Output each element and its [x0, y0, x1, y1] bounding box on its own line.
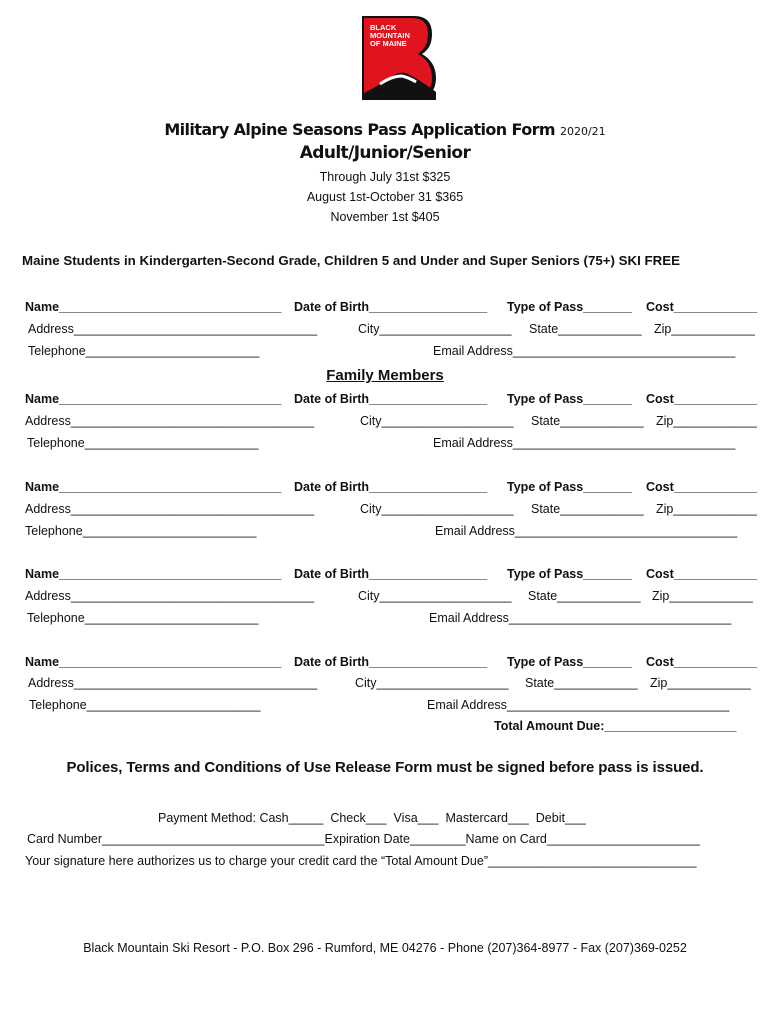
- family-members-heading: Family Members: [326, 367, 444, 384]
- price-tier-2: August 1st-October 31 $365: [306, 190, 464, 204]
- zip-field[interactable]: Zip____________: [656, 414, 757, 428]
- city-field[interactable]: City___________________: [360, 414, 514, 428]
- season-label: 2020/21: [559, 125, 606, 138]
- total-amount-due-field[interactable]: Total Amount Due:___________________: [494, 719, 737, 733]
- pass-type-field[interactable]: Type of Pass_______: [507, 392, 632, 406]
- name-field[interactable]: Name________________________________: [25, 480, 282, 494]
- city-field[interactable]: City___________________: [358, 322, 512, 336]
- zip-field[interactable]: Zip____________: [654, 322, 755, 336]
- footer-contact: Black Mountain Ski Resort - P.O. Box 296 - Rumford, ME 04276 - Phone (207)364-8977 - Fax (207)369-0252: [83, 941, 687, 955]
- free-ski-notice: Maine Students in Kindergarten-Second Grade, Children 5 and Under and Super Seniors (75+) SKI FREE: [22, 253, 680, 268]
- pass-type-field[interactable]: Type of Pass_______: [507, 480, 632, 494]
- logo-line1: BLACK: [370, 23, 397, 32]
- telephone-field[interactable]: Telephone_________________________: [29, 698, 261, 712]
- email-field[interactable]: Email Address________________________________: [427, 698, 730, 712]
- email-field[interactable]: Email Address________________________________: [433, 344, 736, 358]
- cost-field[interactable]: Cost____________: [646, 567, 758, 581]
- state-field[interactable]: State____________: [525, 676, 638, 690]
- state-field[interactable]: State____________: [531, 414, 644, 428]
- city-field[interactable]: City___________________: [360, 502, 514, 516]
- name-field[interactable]: Name________________________________: [25, 567, 282, 581]
- address-field[interactable]: Address___________________________________: [25, 502, 315, 516]
- pass-type-field[interactable]: Type of Pass_______: [507, 567, 632, 581]
- dob-field[interactable]: Date of Birth_________________: [294, 392, 488, 406]
- state-field[interactable]: State____________: [529, 322, 642, 336]
- pass-type-field[interactable]: Type of Pass_______: [507, 655, 632, 669]
- cost-field[interactable]: Cost____________: [646, 655, 758, 669]
- state-field[interactable]: State____________: [531, 502, 644, 516]
- city-field[interactable]: City___________________: [358, 589, 512, 603]
- price-tier-3: November 1st $405: [330, 210, 440, 224]
- policy-notice: Polices, Terms and Conditions of Use Release Form must be signed before pass is issued.: [66, 759, 704, 776]
- cost-field[interactable]: Cost____________: [646, 392, 758, 406]
- signature-field[interactable]: Your signature here authorizes us to charge your credit card the “Total Amount Due”______________________________: [25, 854, 697, 868]
- zip-field[interactable]: Zip____________: [652, 589, 753, 603]
- form-subtitle: Adult/Junior/Senior: [299, 143, 471, 163]
- address-field[interactable]: Address___________________________________: [25, 589, 315, 603]
- address-field[interactable]: Address___________________________________: [28, 322, 318, 336]
- form-title-text: Military Alpine Seasons Pass Application Form: [164, 120, 555, 139]
- logo-line3: OF MAINE: [370, 39, 407, 48]
- dob-field[interactable]: Date of Birth_________________: [294, 480, 488, 494]
- cost-field[interactable]: Cost____________: [646, 300, 758, 314]
- dob-field[interactable]: Date of Birth_________________: [294, 567, 488, 581]
- city-field[interactable]: City___________________: [355, 676, 509, 690]
- price-tier-1: Through July 31st $325: [319, 170, 451, 184]
- telephone-field[interactable]: Telephone_________________________: [28, 344, 260, 358]
- dob-field[interactable]: Date of Birth_________________: [294, 655, 488, 669]
- name-field[interactable]: Name________________________________: [25, 300, 282, 314]
- cost-field[interactable]: Cost____________: [646, 480, 758, 494]
- payment-method-field[interactable]: Payment Method: Cash_____ Check___ Visa___ Mastercard___ Debit___: [158, 811, 586, 825]
- zip-field[interactable]: Zip____________: [656, 502, 757, 516]
- logo-line2: MOUNTAIN: [370, 31, 410, 40]
- dob-field[interactable]: Date of Birth_________________: [294, 300, 488, 314]
- zip-field[interactable]: Zip____________: [650, 676, 751, 690]
- email-field[interactable]: Email Address________________________________: [435, 524, 738, 538]
- state-field[interactable]: State____________: [528, 589, 641, 603]
- pass-type-field[interactable]: Type of Pass_______: [507, 300, 632, 314]
- form-title: [0, 120, 770, 139]
- telephone-field[interactable]: Telephone_________________________: [27, 611, 259, 625]
- black-mountain-logo: [350, 12, 442, 104]
- telephone-field[interactable]: Telephone_________________________: [25, 524, 257, 538]
- email-field[interactable]: Email Address________________________________: [429, 611, 732, 625]
- address-field[interactable]: Address___________________________________: [25, 414, 315, 428]
- name-field[interactable]: Name________________________________: [25, 655, 282, 669]
- address-field[interactable]: Address___________________________________: [28, 676, 318, 690]
- card-details-field[interactable]: Card Number________________________________Expiration Date________Name on Card______________________: [27, 832, 700, 846]
- telephone-field[interactable]: Telephone_________________________: [27, 436, 259, 450]
- email-field[interactable]: Email Address________________________________: [433, 436, 736, 450]
- name-field[interactable]: Name________________________________: [25, 392, 282, 406]
